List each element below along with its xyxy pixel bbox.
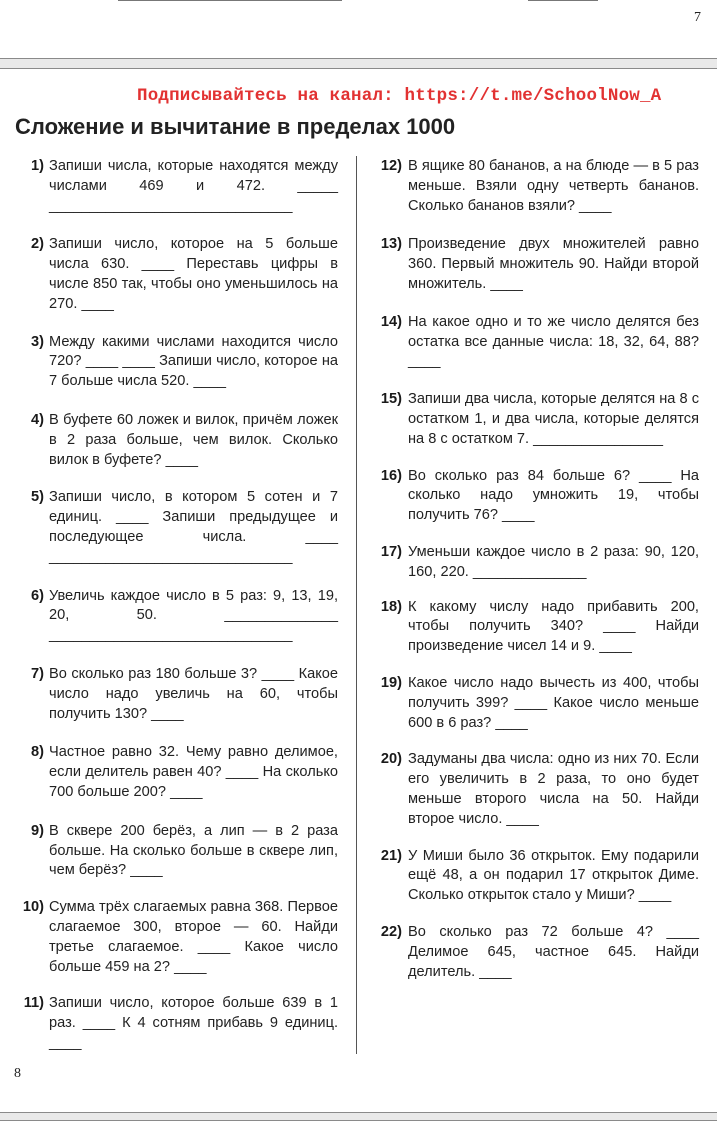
task-number: 22) bbox=[380, 923, 402, 940]
task-item bbox=[10, 822, 338, 881]
task-item bbox=[368, 923, 699, 982]
task-number: 9) bbox=[31, 822, 44, 839]
task-number: 8) bbox=[31, 744, 44, 761]
task-text: В буфете 60 ложек и вилок, причём ложек в 2 раза больше, чем вилок. Сколько вилок в буфете? ____ bbox=[49, 411, 338, 468]
task-number: 19) bbox=[380, 674, 402, 691]
page-edge-line bbox=[0, 1120, 717, 1121]
task-text: Увеличь каждое число в 5 раз: 9, 13, 19, 20, 50. ______________ ______________________________ bbox=[49, 587, 338, 644]
task-item bbox=[368, 847, 699, 906]
task-number: 7) bbox=[31, 665, 44, 682]
tasks-left-column bbox=[10, 157, 338, 1054]
task-number: 1) bbox=[31, 158, 44, 174]
task-item bbox=[10, 157, 338, 216]
task-number: 10) bbox=[22, 899, 44, 916]
answer-line bbox=[118, 0, 342, 1]
page-gap bbox=[0, 1113, 717, 1120]
task-text: Запиши числа, которые находятся между числами 469 и 472. _____ ______________________________ bbox=[49, 158, 338, 214]
task-number: 11) bbox=[23, 995, 44, 1012]
previous-page-number: 7 bbox=[694, 10, 701, 25]
page-edge-line bbox=[0, 68, 717, 69]
task-number: 16) bbox=[380, 467, 402, 484]
tasks-right-column bbox=[368, 157, 699, 982]
task-number: 12) bbox=[380, 158, 402, 174]
task-number: 3) bbox=[31, 333, 44, 350]
task-text: Произведение двух множителей равно 360. Первый множитель 90. Найди второй множитель. ____ bbox=[408, 236, 699, 292]
task-number: 2) bbox=[31, 236, 44, 253]
task-text: Во сколько раз 84 больше 6? ____ На сколько надо умножить 19, чтобы получить 76? ____ bbox=[408, 467, 699, 524]
task-number: 15) bbox=[380, 391, 402, 408]
task-item bbox=[10, 587, 338, 646]
task-text: Во сколько раз 72 больше 4? ____ Делимое 645, частное 645. Найди делитель. ____ bbox=[408, 923, 699, 980]
task-text: Во сколько раз 180 больше 3? ____ Какое число надо увеличь на 60, чтобы получить 130? ____ bbox=[49, 665, 338, 722]
task-text: Запиши число, которое на 5 больше числа 630. ____ Переставь цифры в числе 850 так, чтобы оно уменьшилось на 270. ____ bbox=[49, 236, 338, 312]
task-number: 5) bbox=[31, 489, 44, 506]
answer-line bbox=[528, 0, 598, 1]
task-item bbox=[10, 411, 338, 470]
task-text: Уменьши каждое число в 2 раза: 90, 120, 160, 220. ______________ bbox=[408, 543, 699, 580]
task-text: В ящике 80 бананов, а на блюде — в 5 раз меньше. Взяли одну четверть бананов. Сколько бананов взяли? ____ bbox=[408, 158, 699, 214]
task-item bbox=[10, 743, 338, 802]
task-item bbox=[368, 467, 699, 526]
task-item bbox=[10, 235, 338, 314]
task-number: 20) bbox=[380, 751, 402, 768]
previous-page-strip bbox=[0, 0, 717, 58]
task-item bbox=[10, 994, 338, 1053]
task-item bbox=[368, 390, 699, 449]
task-item bbox=[368, 750, 699, 829]
task-item bbox=[368, 157, 699, 216]
task-text: Запиши число, которое больше 639 в 1 раз. ____ К 4 сотням прибавь 9 единиц. ____ bbox=[49, 995, 338, 1051]
task-item bbox=[368, 313, 699, 372]
task-text: Между какими числами находится число 720? ____ ____ Запиши число, которое на 7 больше числа 520. ____ bbox=[49, 333, 338, 390]
task-number: 13) bbox=[380, 236, 402, 253]
task-item bbox=[10, 488, 338, 567]
task-text: Задуманы два числа: одно из них 70. Если его увеличить в 2 раза, то оно будет меньше второго числа на 50. Найди второе число. ____ bbox=[408, 751, 699, 827]
task-item bbox=[368, 674, 699, 733]
task-text: Частное равно 32. Чему равно делимое, если делитель равен 40? ____ На сколько 700 больше 200? ____ bbox=[49, 744, 338, 800]
page-gap bbox=[0, 59, 717, 68]
task-text: На какое одно и то же число делятся без остатка все данные числа: 18, 32, 64, 88? ____ bbox=[408, 313, 699, 370]
task-text: Запиши два числа, которые делятся на 8 с остатком 1, и два числа, которые делятся на 8 с остатком 7. ________________ bbox=[408, 391, 699, 447]
task-item bbox=[368, 598, 699, 657]
task-text: В сквере 200 берёз, а лип — в 2 раза больше. На сколько больше в сквере лип, чем берёз? ____ bbox=[49, 822, 338, 879]
task-number: 6) bbox=[31, 587, 44, 604]
task-item bbox=[368, 235, 699, 294]
task-number: 14) bbox=[380, 313, 402, 330]
channel-promo-text: Подписывайтесь на канал: https://t.me/SchoolNow_A bbox=[137, 86, 662, 106]
task-text: Какое число надо вычесть из 400, чтобы получить 399? ____ Какое число меньше 600 в 6 раз? ____ bbox=[408, 674, 699, 731]
task-number: 17) bbox=[380, 543, 402, 560]
column-divider bbox=[356, 156, 357, 1054]
task-number: 4) bbox=[31, 411, 44, 428]
task-item bbox=[10, 333, 338, 392]
task-number: 21) bbox=[380, 847, 402, 864]
task-text: У Миши было 36 открыток. Ему подарили ещё 48, а он подарил 17 открыток Диме. Сколько открыток стало у Миши? ____ bbox=[408, 847, 699, 904]
page-title: Сложение и вычитание в пределах 1000 bbox=[15, 114, 456, 139]
task-text: Запиши число, в котором 5 сотен и 7 единиц. ____ Запиши предыдущее и последующее числа. ____ ______________________________ bbox=[49, 489, 338, 565]
task-text: Сумма трёх слагаемых равна 368. Первое слагаемое 300, второе — 60. Найди третье слагаемое. ____ Какое число больше 459 на 2? ____ bbox=[49, 899, 338, 975]
page-number: 8 bbox=[14, 1066, 21, 1081]
task-text: К какому числу надо прибавить 200, чтобы получить 340? ____ Найди произведение чисел 14 и 9. ____ bbox=[408, 598, 699, 655]
task-number: 18) bbox=[380, 598, 402, 615]
task-item bbox=[10, 898, 338, 977]
task-item bbox=[368, 543, 699, 583]
task-item bbox=[10, 665, 338, 724]
